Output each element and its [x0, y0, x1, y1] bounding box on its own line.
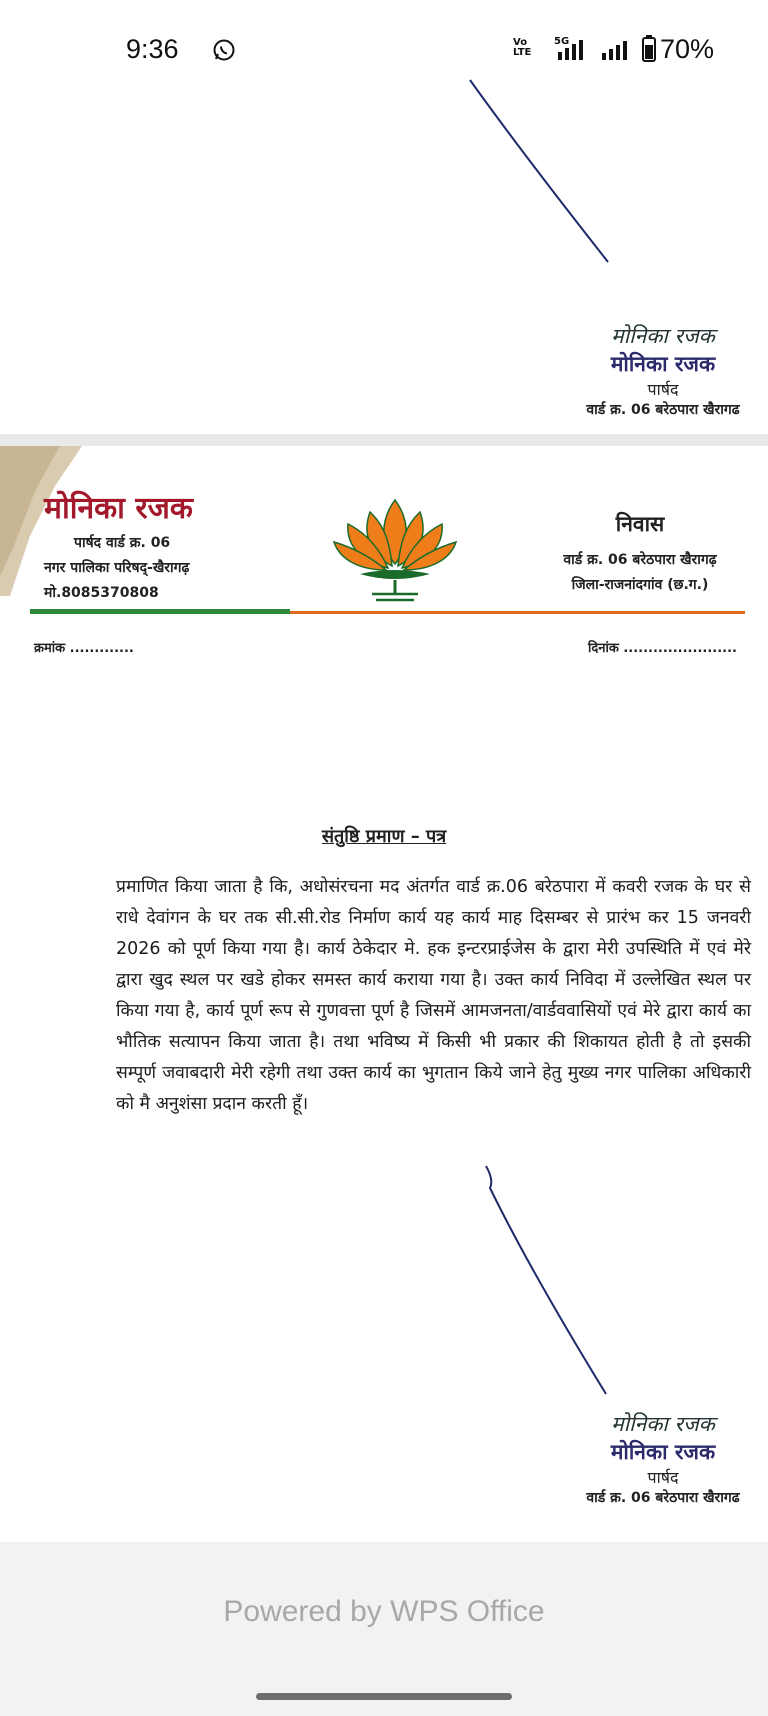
approval-stroke	[0, 1150, 768, 1410]
certificate-heading-text: संतुष्ठि प्रमाण – पत्र	[321, 826, 447, 847]
network-type: 5G	[554, 36, 570, 47]
letterhead-rule-orange	[290, 611, 745, 614]
handwritten-signature: मोनिका रजक	[611, 1412, 715, 1436]
signatory-address: वार्ड क्र. 06 बरेठपारा खैरागढ	[586, 1490, 740, 1506]
letterhead-name: मोनिका रजक	[44, 491, 193, 526]
battery-percent: 70%	[660, 34, 715, 64]
lotus-icon	[330, 494, 460, 606]
status-time: 9:36	[126, 34, 179, 64]
certificate-body: प्रमाणित किया जाता है कि, अधोसंरचना मद अंतर्गत वार्ड क्र.06 बरेठपारा में कवरी रजक के घर से राधे देवांगन के घर तक सी.सी.रोड निर्माण कार्य यह कार्य माह दिसम्बर से प्रारंभ कर 15 जनवरी 2026 को पूर्ण किया गया है। कार्य ठेकेदार मे. हक इन्टरप्राईजेस के द्वारा मेरी उपस्थिति में एवं मेरे द्वारा खुद स्थल पर खडे होकर समस्त कार्य कराया गया है। उक्त कार्य निविदा में उल्लेखित स्थल पर किया गया है, कार्य पूर्ण रूप से गुणवत्ता पूर्ण है जिसमें आमजनता/वार्डववासियों एवं मेरे द्वारा कार्य का भौतिक सत्यापन किया जाता है। तथा भविष्य में किसी भी प्रकार की शिकायत होती है तो इसकी सम्पूर्ण जवाबदारी मेरी रहेगी तथा उक्त कार्य का भुगतान किये जाने हेतु मुख्य नगर पालिका अधिकारी को मै अनुशंसा प्रदान करती हूँ।	[116, 877, 751, 1114]
letterhead-rule-green	[30, 609, 290, 614]
home-indicator[interactable]	[256, 1693, 512, 1700]
viewer-footer	[0, 1542, 768, 1716]
signatory-name: मोनिका रजक	[610, 352, 716, 376]
signature-block-top	[568, 322, 758, 419]
certificate-heading	[0, 824, 768, 848]
residence-title: निवास	[615, 512, 665, 536]
letterhead-phone: मो.8085370808	[44, 585, 159, 601]
letterhead-right	[520, 510, 760, 594]
wps-watermark: Powered by WPS Office	[223, 1595, 545, 1628]
residence-address: वार्ड क्र. 06 बरेठपारा खैरागढ़	[563, 552, 717, 568]
reference-number-label: क्रमांक .............	[34, 641, 134, 656]
volte-icon: Vo LTE	[513, 37, 532, 58]
residence-district: जिला-राजनांदगांव (छ.ग.)	[571, 577, 709, 593]
signatory-title: पार्षद	[647, 1468, 679, 1487]
signature-block	[568, 1410, 758, 1507]
letterhead-left	[44, 486, 284, 602]
signatory-address: वार्ड क्र. 06 बरेठपारा खैरागढ	[586, 402, 740, 418]
date-label: दिनांक .......................	[588, 641, 737, 656]
signatory-name: मोनिका रजक	[610, 1440, 716, 1464]
letterhead-designation: पार्षद वार्ड क्र. 06	[74, 535, 171, 551]
page-gap	[0, 434, 768, 446]
handwritten-signature: मोनिका रजक	[611, 324, 715, 348]
letterhead-council: नगर पालिका परिषद्-खैरागढ़	[44, 560, 190, 576]
signatory-title: पार्षद	[647, 380, 679, 399]
